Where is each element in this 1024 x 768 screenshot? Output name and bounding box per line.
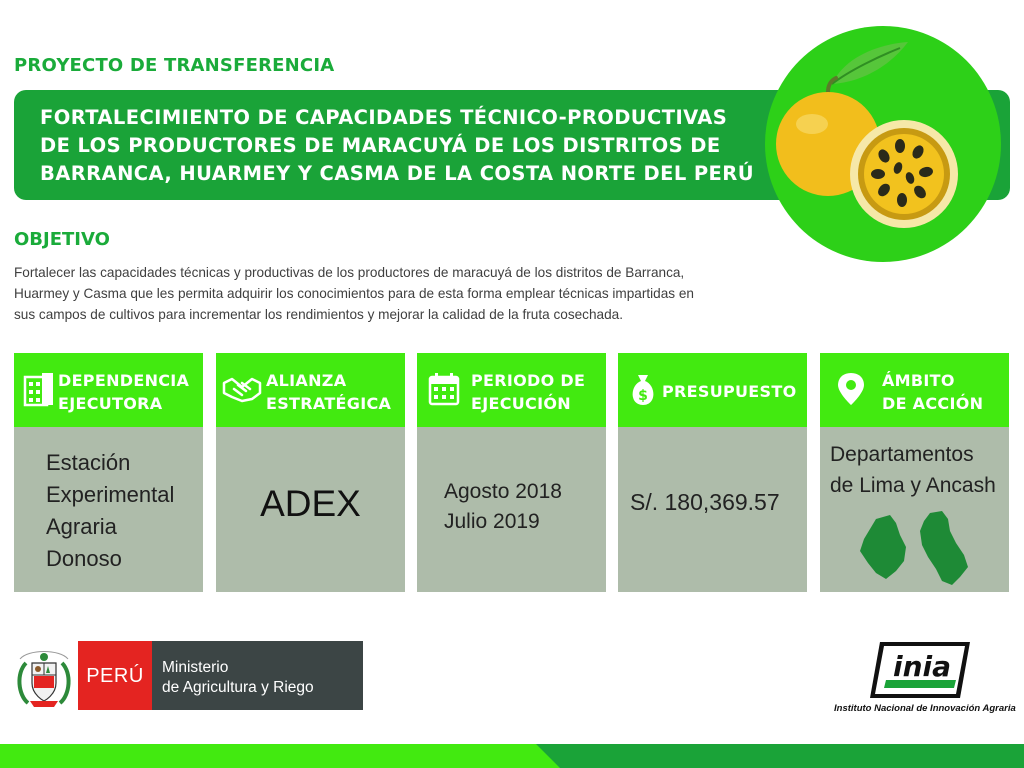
title-line: FORTALECIMIENTO DE CAPACIDADES TÉCNICO-PRODUCTIVAS <box>40 106 728 129</box>
card-value-line: Estación <box>46 450 131 475</box>
card-value-line: Agraria <box>46 514 117 539</box>
card-body <box>417 427 606 592</box>
card-value-line: Donoso <box>46 546 122 571</box>
bottom-band <box>0 744 1024 768</box>
card-presupuesto <box>618 353 807 592</box>
card-title <box>882 369 1024 415</box>
card-body <box>216 427 405 592</box>
title-line: BARRANCA, HUARMEY Y CASMA DE LA COSTA NORTE DEL PERÚ <box>40 162 754 185</box>
card-title-line: ÁMBITO <box>882 371 955 390</box>
card-alianza-estrategica <box>216 353 405 592</box>
card-body <box>820 427 1009 592</box>
card-header <box>216 353 405 427</box>
card-title <box>58 369 202 415</box>
title-line: DE LOS PRODUCTORES DE MARACUYÁ DE LOS DISTRITOS DE <box>40 134 721 157</box>
ministry-line: de Agricultura y Riego <box>162 679 314 696</box>
inia-full-name: Instituto Nacional de Innovación Agraria <box>834 703 1016 714</box>
calendar-icon <box>427 371 461 407</box>
card-periodo-ejecucion <box>417 353 606 592</box>
card-title-line: ALIANZA <box>266 371 347 390</box>
card-value <box>444 477 562 537</box>
money-bag-icon <box>626 371 660 407</box>
card-value-line: Experimental <box>46 482 175 507</box>
card-value: S/. 180,369.57 <box>630 489 780 515</box>
peru-brand-block <box>78 641 152 710</box>
card-header <box>820 353 1009 427</box>
objective-line: Huarmey y Casma que les permita adquirir los conocimientos para de esta forma emplear técnicas impartidas en <box>14 286 694 301</box>
lima-ancash-map-icon <box>856 509 976 589</box>
svg-text:$: $ <box>638 388 648 404</box>
passion-fruit-illustration <box>750 26 1020 266</box>
card-ambito-accion <box>820 353 1009 592</box>
building-icon <box>22 371 56 407</box>
card-header <box>417 353 606 427</box>
objective-line: Fortalecer las capacidades técnicas y productivas de los productores de maracuyá de los distritos de Barranca, <box>14 265 685 280</box>
peru-coat-of-arms-logo <box>14 643 74 709</box>
objective-heading: OBJETIVO <box>14 229 110 250</box>
card-title <box>471 369 615 415</box>
project-kicker: PROYECTO DE TRANSFERENCIA <box>14 55 335 76</box>
card-value-line: Agosto 2018 <box>444 480 562 503</box>
objective-line: sus campos de cultivos para incrementar los rendimientos y mejorar la calidad de la fruta cosechada. <box>14 307 623 322</box>
card-title-line: DEPENDENCIA <box>58 371 190 390</box>
card-title <box>266 369 410 415</box>
card-title-line: DE ACCIÓN <box>882 394 984 413</box>
ministry-block <box>152 641 363 710</box>
ministry-line: Ministerio <box>162 659 229 676</box>
project-title <box>40 104 760 188</box>
card-header <box>618 353 807 427</box>
card-value-line: Julio 2019 <box>444 510 540 533</box>
card-body <box>14 427 203 592</box>
card-title-line: EJECUTORA <box>58 394 163 413</box>
card-value <box>830 439 996 501</box>
card-title-line: ESTRATÉGICA <box>266 394 392 413</box>
card-title-line: PERIODO DE <box>471 371 586 390</box>
card-title <box>662 380 806 403</box>
card-title-line: EJECUCIÓN <box>471 394 571 413</box>
peru-label: PERÚ <box>86 665 144 687</box>
location-pin-icon <box>834 371 868 407</box>
handshake-icon <box>222 371 262 407</box>
card-title-line: PRESUPUESTO <box>662 382 797 401</box>
card-body <box>618 427 807 592</box>
card-value-line: de Lima y Ancash <box>830 474 996 497</box>
card-value <box>46 447 174 575</box>
inia-logo <box>866 638 974 702</box>
objective-text <box>14 262 774 325</box>
card-value-line: Departamentos <box>830 443 974 466</box>
card-header <box>14 353 203 427</box>
card-value: ADEX <box>260 483 361 524</box>
svg-text:inia: inia <box>892 650 952 683</box>
card-dependencia-ejecutora <box>14 353 203 592</box>
